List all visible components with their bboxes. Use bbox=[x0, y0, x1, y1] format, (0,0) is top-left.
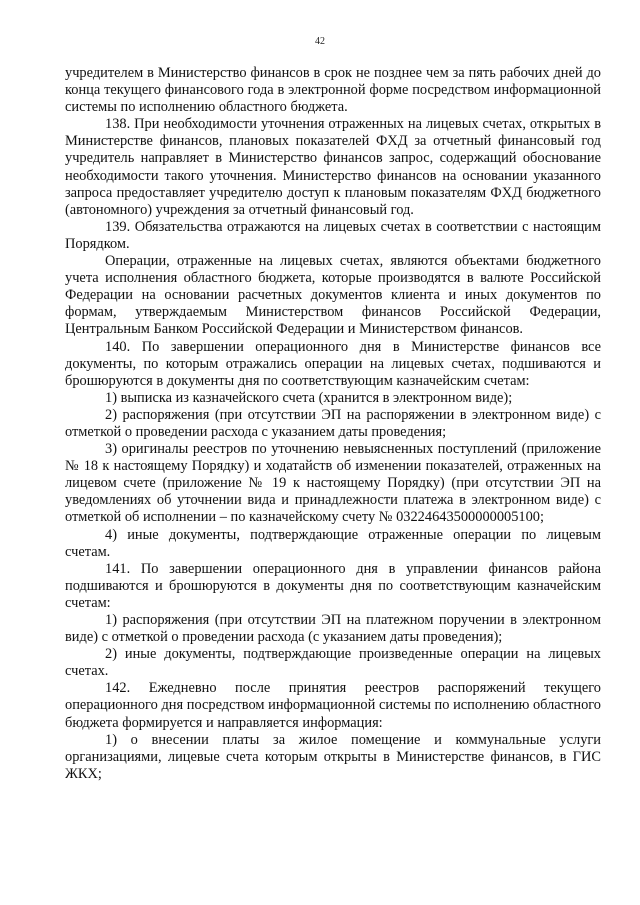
paragraph: 142. Ежедневно после принятия реестров распоряжений текущего операционного дня посредством информационной системы по исполнению областного бюджета формируется и направляется информация: bbox=[65, 680, 601, 731]
list-item: 1) распоряжения (при отсутствии ЭП на платежном поручении в электронном виде) с отметкой о проведении расхода (с указанием даты проведения); bbox=[65, 612, 601, 646]
paragraph: Операции, отраженные на лицевых счетах, являются объектами бюджетного учета исполнения областного бюджета, которые производятся в валюте Российской Федерации на основании расчетных документов клиента и иных документов по формам, утверждаемым Министерством финансов Российской Федерации, Центральным Банком Российской Федерации и Министерством финансов. bbox=[65, 253, 601, 338]
paragraph: 140. По завершении операционного дня в Министерстве финансов все документы, по которым отражались операции на лицевых счетах, подшиваются и брошюруются в документы дня по соответствующим казначейским счетам: bbox=[65, 338, 601, 389]
page-number: 42 bbox=[315, 36, 325, 47]
paragraph: 141. По завершении операционного дня в управлении финансов района подшиваются и брошюруются в документы дня по соответствующим казначейским счетам: bbox=[65, 560, 601, 611]
list-item: 2) иные документы, подтверждающие произведенные операции на лицевых счетах. bbox=[65, 646, 601, 680]
document-body bbox=[65, 65, 601, 783]
paragraph: 139. Обязательства отражаются на лицевых счетах в соответствии с настоящим Порядком. bbox=[65, 218, 601, 252]
paragraph: 138. При необходимости уточнения отраженных на лицевых счетах, открытых в Министерстве финансов, плановых показателей ФХД за отчетный финансовый год учредитель направляет в Министерство финансов запрос, содержащий обоснование необходимости такого уточнения. Министерство финансов на основании указанного запроса предоставляет учредителю доступ к плановым показателям ФХД бюджетного (автономного) учреждения за отчетный финансовый год. bbox=[65, 116, 601, 218]
list-item: 1) о внесении платы за жилое помещение и коммунальные услуги организациями, лицевые счета которым открыты в Министерстве финансов, в ГИС ЖКХ; bbox=[65, 731, 601, 782]
paragraph: учредителем в Министерство финансов в срок не позднее чем за пять рабочих дней до конца текущего финансового года в электронной форме посредством информационной системы по исполнению областного бюджета. bbox=[65, 65, 601, 116]
list-item: 3) оригиналы реестров по уточнению невыясненных поступлений (приложение № 18 к настоящему Порядку) и ходатайств об изменении показателей, отраженных на лицевом счете (приложение № 19 к настоящему Порядку) (при отсутствии ЭП на уведомлениях об уточнении вида и принадлежности платежа в электронном виде) с отметкой об исполнении – по казначейскому счету № 03224643500000005100; bbox=[65, 441, 601, 526]
list-item: 1) выписка из казначейского счета (хранится в электронном виде); bbox=[105, 389, 513, 406]
list-item: 2) распоряжения (при отсутствии ЭП на распоряжении в электронном виде) с отметкой о проведении расхода с указанием даты проведения; bbox=[65, 406, 601, 440]
list-item: 4) иные документы, подтверждающие отраженные операции по лицевым счетам. bbox=[65, 526, 601, 560]
